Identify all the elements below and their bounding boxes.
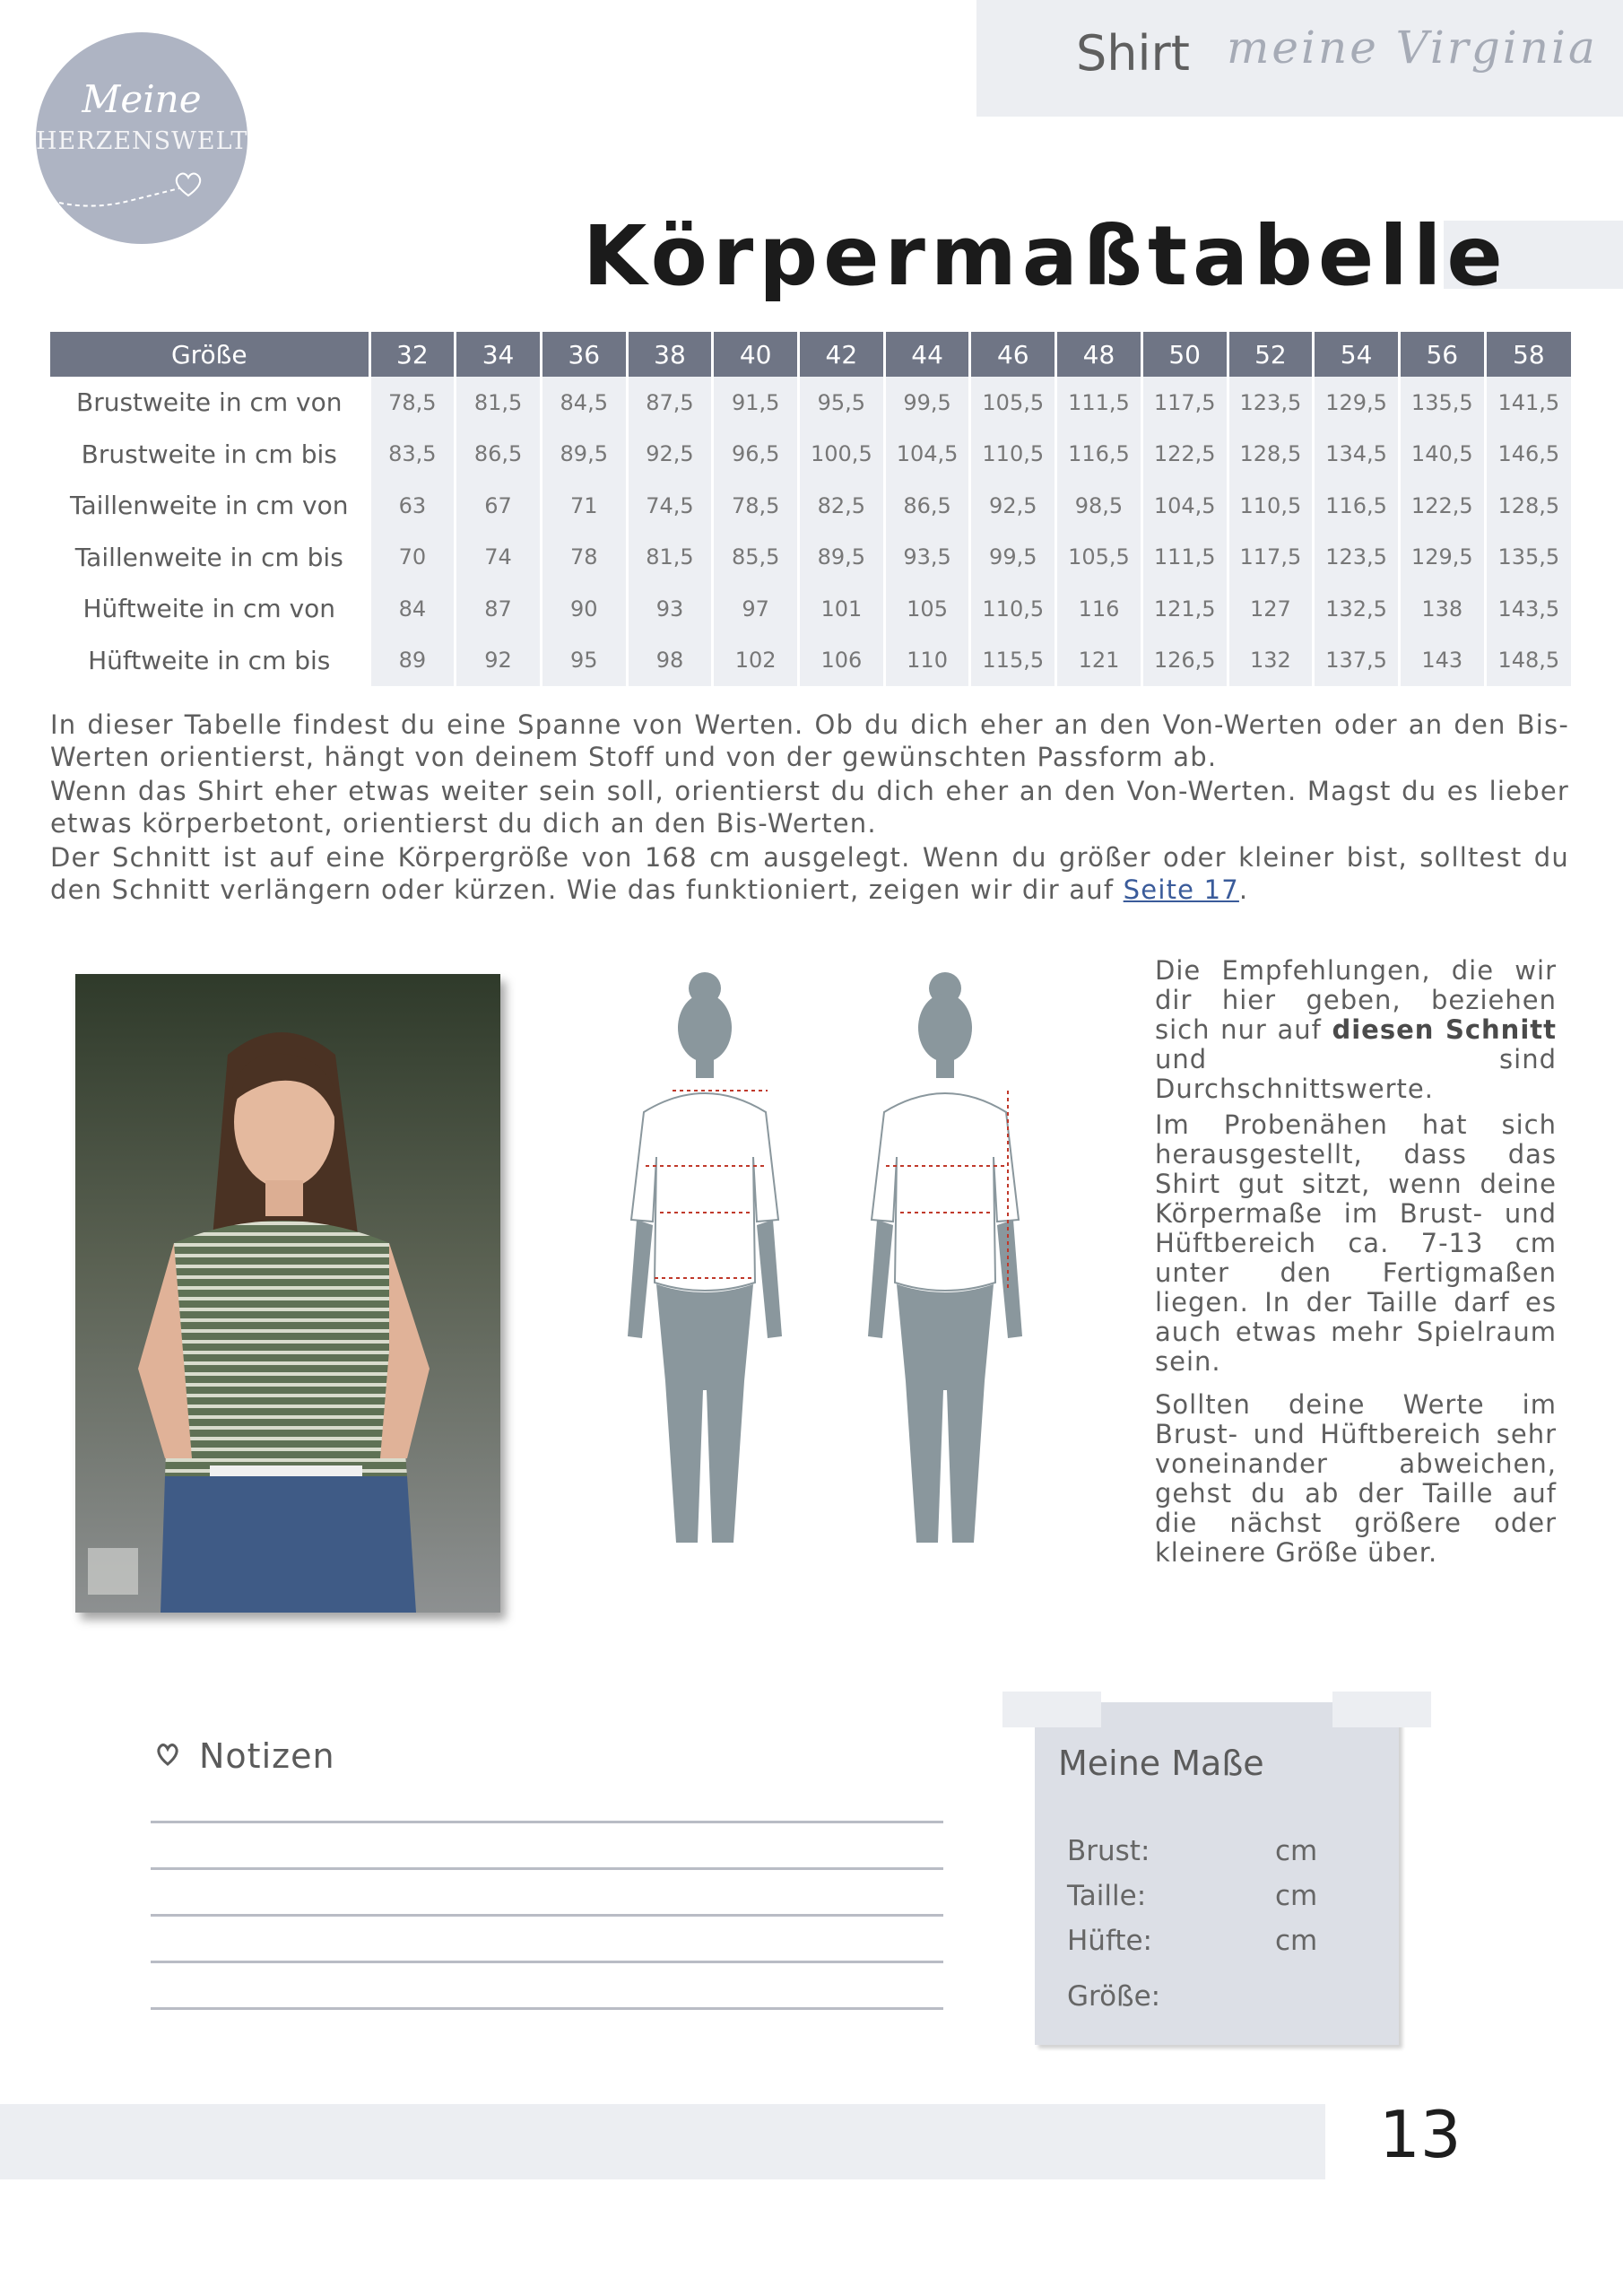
figure-front-right xyxy=(868,972,1022,1543)
table-cell: 143,5 xyxy=(1485,583,1571,635)
intro-paragraph-1: In dieser Tabelle findest du eine Spanne von Werten. Ob du dich eher an den Von-Werten oder an den Bis-Werten orientierst, hängt von deinem Stoff und von der gewünschten Passform ab. xyxy=(50,709,1569,772)
table-cell: 74 xyxy=(456,532,542,584)
taille-unit: cm xyxy=(1275,1880,1318,1912)
size-header-cell: 44 xyxy=(884,332,970,377)
size-header-label: Größe xyxy=(50,332,369,377)
table-cell: 143 xyxy=(1399,635,1485,687)
size-header-cell: 50 xyxy=(1141,332,1228,377)
size-header-cell: 36 xyxy=(541,332,627,377)
brust-label: Brust: xyxy=(1067,1835,1150,1867)
note-line[interactable] xyxy=(151,1961,943,1963)
table-row xyxy=(50,635,1571,687)
page-title: Körpermaßtabelle xyxy=(583,208,1508,304)
table-cell: 91,5 xyxy=(713,377,799,429)
table-row xyxy=(50,532,1571,584)
table-cell: 105 xyxy=(884,583,970,635)
table-cell: 87 xyxy=(456,583,542,635)
pattern-name: meine Virginia xyxy=(1227,22,1598,74)
table-cell: 127 xyxy=(1228,583,1314,635)
body-measurement-figures xyxy=(610,969,1076,1578)
table-cell: 82,5 xyxy=(799,480,885,532)
table-cell: 135,5 xyxy=(1399,377,1485,429)
table-cell: 105,5 xyxy=(1056,532,1142,584)
table-cell: 95 xyxy=(541,635,627,687)
side-paragraph-1-end: und sind Durchschnittswerte. xyxy=(1155,1044,1557,1104)
table-cell: 67 xyxy=(456,480,542,532)
groesse-label: Größe: xyxy=(1067,1980,1161,2013)
size-header-cell: 52 xyxy=(1228,332,1314,377)
table-cell: 101 xyxy=(799,583,885,635)
table-cell: 137,5 xyxy=(1314,635,1400,687)
taille-label: Taille: xyxy=(1067,1880,1147,1912)
table-cell: 110,5 xyxy=(970,429,1056,481)
table-header-row xyxy=(50,332,1571,377)
logo-script-text: Meine xyxy=(82,77,202,121)
row-label: Taillenweite in cm von xyxy=(50,480,369,532)
note-line[interactable] xyxy=(151,1821,943,1823)
page-17-link[interactable]: Seite 17 xyxy=(1123,874,1239,905)
table-cell: 116,5 xyxy=(1314,480,1400,532)
row-label: Brustweite in cm bis xyxy=(50,429,369,481)
table-cell: 123,5 xyxy=(1314,532,1400,584)
table-cell: 128,5 xyxy=(1228,429,1314,481)
side-paragraph-1 xyxy=(1155,956,1557,1104)
table-cell: 81,5 xyxy=(627,532,713,584)
my-measurements-card xyxy=(1035,1702,1399,2045)
table-cell: 84,5 xyxy=(541,377,627,429)
table-cell: 92,5 xyxy=(970,480,1056,532)
table-cell: 78 xyxy=(541,532,627,584)
side-paragraph-1-bold: diesen Schnitt xyxy=(1332,1014,1557,1045)
table-cell: 121,5 xyxy=(1141,583,1228,635)
table-cell: 110 xyxy=(884,635,970,687)
note-line[interactable] xyxy=(151,1914,943,1917)
row-label: Brustweite in cm von xyxy=(50,377,369,429)
brust-unit: cm xyxy=(1275,1835,1318,1867)
table-cell: 87,5 xyxy=(627,377,713,429)
size-header-cell: 32 xyxy=(369,332,456,377)
table-cell: 117,5 xyxy=(1228,532,1314,584)
table-cell: 140,5 xyxy=(1399,429,1485,481)
table-cell: 99,5 xyxy=(970,532,1056,584)
card-title: Meine Maße xyxy=(1058,1744,1264,1783)
table-cell: 99,5 xyxy=(884,377,970,429)
table-cell: 86,5 xyxy=(884,480,970,532)
huefte-unit: cm xyxy=(1275,1925,1318,1957)
table-cell: 117,5 xyxy=(1141,377,1228,429)
size-header-cell: 40 xyxy=(713,332,799,377)
dashed-line-decoration xyxy=(57,185,183,212)
size-header-cell: 46 xyxy=(970,332,1056,377)
table-cell: 116,5 xyxy=(1056,429,1142,481)
table-cell: 128,5 xyxy=(1485,480,1571,532)
table-cell: 93 xyxy=(627,583,713,635)
table-cell: 92,5 xyxy=(627,429,713,481)
table-cell: 78,5 xyxy=(369,377,456,429)
table-cell: 92 xyxy=(456,635,542,687)
table-cell: 105,5 xyxy=(970,377,1056,429)
table-cell: 141,5 xyxy=(1485,377,1571,429)
tape-left xyxy=(1002,1692,1101,1727)
footer-band xyxy=(0,2104,1325,2179)
table-cell: 111,5 xyxy=(1056,377,1142,429)
table-cell: 106 xyxy=(799,635,885,687)
table-cell: 132 xyxy=(1228,635,1314,687)
size-header-cell: 42 xyxy=(799,332,885,377)
table-cell: 85,5 xyxy=(713,532,799,584)
notes-title: Notizen xyxy=(199,1736,335,1776)
table-cell: 115,5 xyxy=(970,635,1056,687)
table-cell: 138 xyxy=(1399,583,1485,635)
table-cell: 93,5 xyxy=(884,532,970,584)
table-row xyxy=(50,583,1571,635)
table-cell: 89,5 xyxy=(799,532,885,584)
table-cell: 129,5 xyxy=(1314,377,1400,429)
table-cell: 98,5 xyxy=(1056,480,1142,532)
page-number: 13 xyxy=(1379,2097,1462,2172)
tape-right xyxy=(1332,1692,1431,1727)
intro-paragraph-2: Wenn das Shirt eher etwas weiter sein soll, orientierst du dich eher an den Von-Werten. Magst du es lieber etwas körperbetont, orientierst du dich an den Bis-Werten. xyxy=(50,776,1569,839)
heart-icon xyxy=(154,1740,181,1767)
category-label: Shirt xyxy=(1076,25,1190,82)
table-cell: 70 xyxy=(369,532,456,584)
table-cell: 122,5 xyxy=(1141,429,1228,481)
table-cell: 110,5 xyxy=(1228,480,1314,532)
table-cell: 104,5 xyxy=(884,429,970,481)
intro-paragraph-3 xyxy=(50,841,1569,906)
size-header-cell: 58 xyxy=(1485,332,1571,377)
table-cell: 111,5 xyxy=(1141,532,1228,584)
size-header-cell: 54 xyxy=(1314,332,1400,377)
row-label: Hüftweite in cm bis xyxy=(50,635,369,687)
table-cell: 122,5 xyxy=(1399,480,1485,532)
table-cell: 89 xyxy=(369,635,456,687)
table-cell: 71 xyxy=(541,480,627,532)
size-header-cell: 48 xyxy=(1056,332,1142,377)
figure-front-left xyxy=(628,972,782,1543)
table-cell: 83,5 xyxy=(369,429,456,481)
size-header-cell: 34 xyxy=(456,332,542,377)
table-cell: 74,5 xyxy=(627,480,713,532)
table-cell: 98 xyxy=(627,635,713,687)
huefte-label: Hüfte: xyxy=(1067,1925,1152,1957)
table-cell: 78,5 xyxy=(713,480,799,532)
size-header-cell: 56 xyxy=(1399,332,1485,377)
table-cell: 134,5 xyxy=(1314,429,1400,481)
row-label: Hüftweite in cm von xyxy=(50,583,369,635)
table-cell: 110,5 xyxy=(970,583,1056,635)
size-header-cell: 38 xyxy=(627,332,713,377)
brand-logo xyxy=(36,32,247,244)
table-cell: 97 xyxy=(713,583,799,635)
note-line[interactable] xyxy=(151,1867,943,1870)
table-cell: 96,5 xyxy=(713,429,799,481)
intro-paragraph-3-text: Der Schnitt ist auf eine Körpergröße von 168 cm ausgelegt. Wenn du größer oder kleiner bist, solltest du den Schnitt verlängern oder kürzen. Wie das funktioniert, zeigen wir dir auf xyxy=(50,842,1569,905)
table-cell: 123,5 xyxy=(1228,377,1314,429)
table-cell: 126,5 xyxy=(1141,635,1228,687)
table-row xyxy=(50,480,1571,532)
table-cell: 63 xyxy=(369,480,456,532)
table-cell: 95,5 xyxy=(799,377,885,429)
table-cell: 148,5 xyxy=(1485,635,1571,687)
table-cell: 129,5 xyxy=(1399,532,1485,584)
size-chart-table xyxy=(50,332,1571,686)
table-cell: 116 xyxy=(1056,583,1142,635)
table-cell: 81,5 xyxy=(456,377,542,429)
table-cell: 84 xyxy=(369,583,456,635)
note-line[interactable] xyxy=(151,2007,943,2010)
model-photo xyxy=(75,974,500,1613)
table-cell: 132,5 xyxy=(1314,583,1400,635)
table-row xyxy=(50,429,1571,481)
table-cell: 89,5 xyxy=(541,429,627,481)
table-cell: 102 xyxy=(713,635,799,687)
intro-paragraph-3-end: . xyxy=(1238,874,1249,905)
table-cell: 146,5 xyxy=(1485,429,1571,481)
table-row xyxy=(50,377,1571,429)
side-paragraph-2: Im Probenähen hat sich herausgestellt, dass das Shirt gut sitzt, wenn deine Körpermaße im Brust- und Hüftbereich ca. 7-13 cm unter den Fertigmaßen liegen. In der Taille darf es auch etwas mehr Spielraum sein. xyxy=(1155,1109,1557,1377)
table-cell: 104,5 xyxy=(1141,480,1228,532)
table-cell: 86,5 xyxy=(456,429,542,481)
side-paragraph-3: Sollten deine Werte im Brust- und Hüftbereich sehr voneinander abweichen, gehst du ab der Taille auf die nächst größere oder kleinere Größe über. xyxy=(1155,1389,1557,1568)
side-paragraph-1-text: Die Empfehlungen, die wir dir hier geben, beziehen sich nur auf xyxy=(1155,955,1557,1045)
table-cell: 121 xyxy=(1056,635,1142,687)
row-label: Taillenweite in cm bis xyxy=(50,532,369,584)
table-cell: 135,5 xyxy=(1485,532,1571,584)
logo-name-text: HERZENSWELT xyxy=(36,127,248,155)
table-cell: 100,5 xyxy=(799,429,885,481)
table-cell: 90 xyxy=(541,583,627,635)
